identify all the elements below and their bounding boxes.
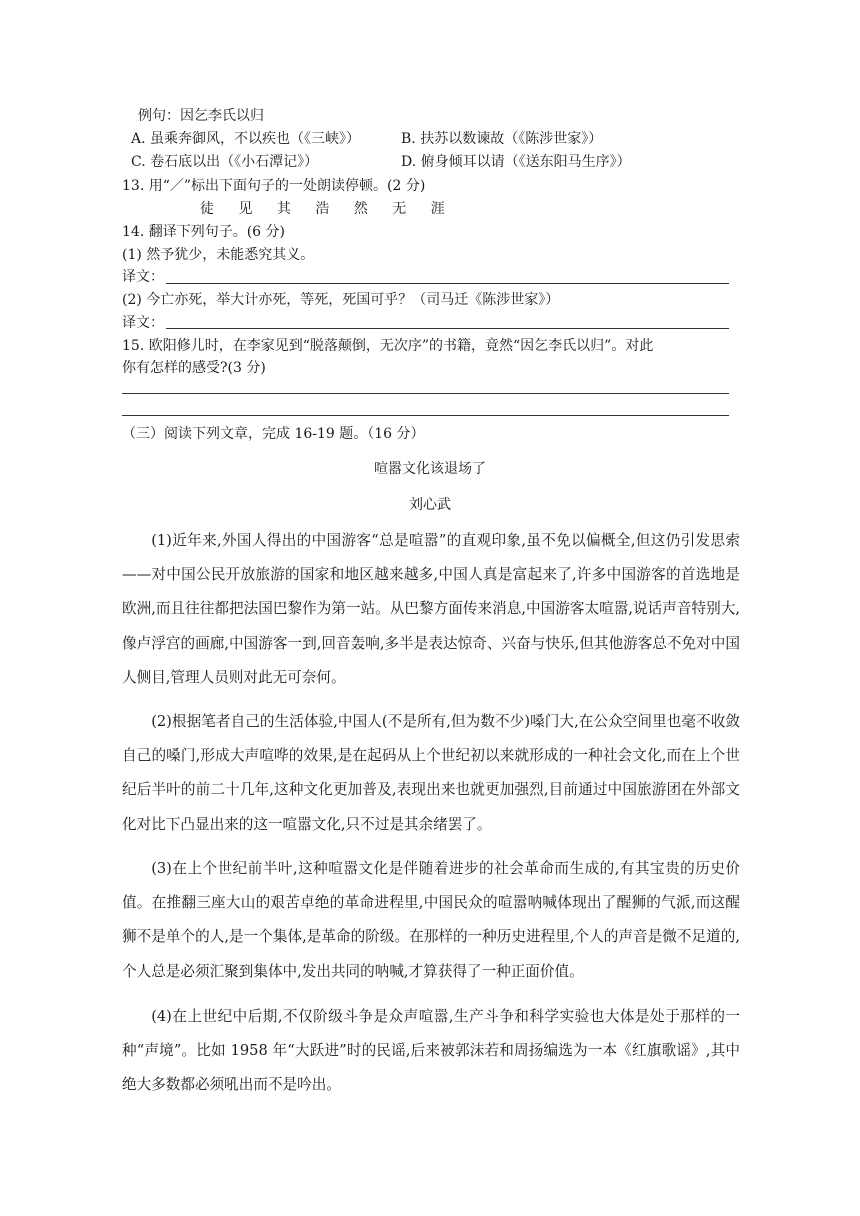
question-13-prompt: 13. 用“／”标出下面句子的一处朗读停顿。(2 分) xyxy=(122,178,426,194)
answer-line-4[interactable] xyxy=(122,415,729,416)
example-sentence: 例句：因乞李氏以归 xyxy=(138,108,264,124)
question-14-prompt: 14. 翻译下列句子。(6 分) xyxy=(122,224,285,240)
article-author: 刘心武 xyxy=(409,497,451,513)
answer-line-3[interactable] xyxy=(122,393,729,394)
option-d: D. 俯身倾耳以请（《送东阳马生序》） xyxy=(401,154,631,170)
article-paragraph-3: (3)在上个世纪前半叶,这种喧嚣文化是伴随着进步的社会革命而生成的,有其宝贵的历史价值。在推翻三座大山的艰苦卓绝的革命进程里,中国民众的喧嚣呐喊体现出了醒狮的气派,而这醒狮不是单个的人,是一个集体,是革命的阶级。在那样的一种历史进程里,个人的声音是微不足道的,个人总是必须汇聚到集体中,发出共同的呐喊,才算获得了一种正面价值。 xyxy=(122,860,740,980)
answer-label-1: 译文： xyxy=(122,269,164,285)
question-14-sentence-2: (2) 今亡亦死，举大计亦死，等死，死国可乎？（司马迁《陈涉世家》） xyxy=(122,292,560,308)
article-paragraph-2: (2)根据笔者自己的生活体验,中国人(不是所有,但为数不少)嗓门大,在公众空间里也毫不收敛自己的嗓门,形成大声喧哗的效果,是在起码从上个世纪初以来就形成的一种社会文化,而在上个世纪后半叶的前二十几年,这种文化更加普及,表现出来也就更加强烈,目前通过中国旅游团在外部文化对比下凸显出来的这一喧嚣文化,只不过是其余绪罢了。 xyxy=(122,713,740,833)
option-c: C. 卷石底以出（《小石潭记》） xyxy=(131,154,319,170)
question-15-line-1: 15. 欧阳修儿时，在李家见到“脱落颠倒，无次序”的书籍，竟然“因乞李氏以归”。对此 xyxy=(122,338,654,354)
answer-line-2[interactable] xyxy=(166,328,729,329)
answer-line-1[interactable] xyxy=(166,283,729,284)
article-paragraph-4: (4)在上世纪中后期,不仅阶级斗争是众声喧嚣,生产斗争和科学实验也大体是处于那样的一种“声境”。比如 1958 年“大跃进”时的民谣,后来被郭沫若和周扬编选为一本《红旗歌谣》,其中绝大多数都必须吼出而不是吟出。 xyxy=(122,1008,740,1094)
section-3-heading: （三）阅读下列文章，完成 16-19 题。（16 分） xyxy=(122,426,425,442)
option-b: B. 扶苏以数谏故（《陈涉世家》） xyxy=(401,131,603,147)
answer-label-2: 译文： xyxy=(122,315,164,331)
question-14-sentence-1: (1) 然予犹少，未能悉究其义。 xyxy=(122,247,315,263)
question-15-line-2: 你有怎样的感受?(3 分) xyxy=(122,360,266,376)
question-13-sentence: 徒 见 其 浩 然 无 涯 xyxy=(200,201,455,217)
article-title: 喧嚣文化该退场了 xyxy=(374,461,486,477)
option-a: A. 虽乘奔御风，不以疾也（《三峡》） xyxy=(131,131,361,147)
article-paragraph-1: (1)近年来,外国人得出的中国游客“总是喧嚣”的直观印象,虽不免以偏概全,但这仍引发思索——对中国公民开放旅游的国家和地区越来越多,中国人真是富起来了,许多中国游客的首选地是欧洲,而且往往都把法国巴黎作为第一站。从巴黎方面传来消息,中国游客太喧嚣,说话声音特别大,像卢浮宫的画廊,中国游客一到,回音轰响,多半是表达惊奇、兴奋与快乐,但其他游客总不免对中国人侧目,管理人员则对此无可奈何。 xyxy=(122,532,740,686)
